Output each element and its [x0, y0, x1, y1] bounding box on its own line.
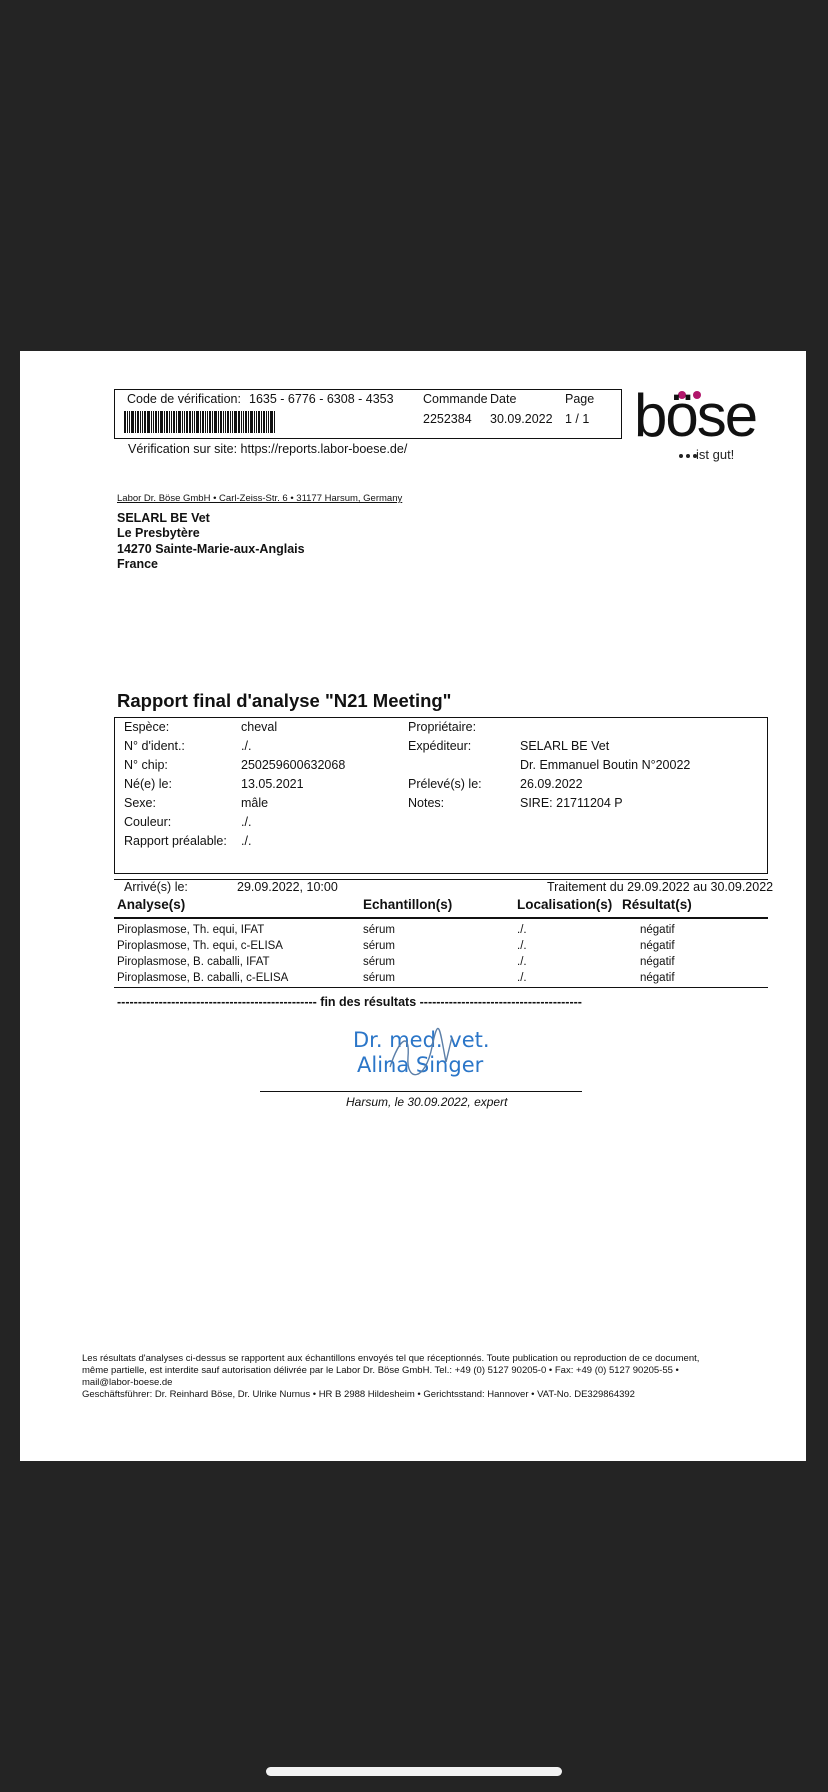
barcode-bar	[196, 411, 199, 433]
info-label: Propriétaire:	[408, 720, 477, 734]
header-rule	[114, 917, 768, 919]
barcode-bar	[254, 411, 255, 433]
footer-email: mail@labor-boese.de	[82, 1377, 173, 1388]
result-value: négatif	[640, 940, 675, 952]
barcode-bar	[176, 411, 177, 433]
barcode-bar	[137, 411, 139, 433]
barcode-bar	[142, 411, 143, 433]
result-echantillon: sérum	[363, 972, 395, 984]
barcode-bar	[274, 411, 275, 433]
info-value: ./.	[241, 739, 252, 753]
document-page	[20, 351, 806, 1461]
info-label: Espèce:	[124, 720, 170, 734]
info-value: Dr. Emmanuel Boutin N°20022	[520, 758, 691, 772]
result-value: négatif	[640, 972, 675, 984]
info-label: Couleur:	[124, 815, 172, 829]
home-indicator[interactable]	[266, 1767, 562, 1776]
barcode-bar	[164, 411, 165, 433]
boese-logo: böse	[634, 382, 757, 449]
sender-address: Labor Dr. Böse GmbH • Carl-Zeiss-Str. 6 • 31177 Harsum, Germany	[117, 493, 403, 504]
barcode-bar	[194, 411, 195, 433]
barcode-bar	[234, 411, 237, 433]
barcode-bar	[225, 411, 226, 433]
info-value: 13.05.2021	[241, 777, 304, 791]
barcode-bar	[192, 411, 193, 433]
barcode-bar	[250, 411, 253, 433]
info-label: Né(e) le:	[124, 777, 172, 791]
result-echantillon: sérum	[363, 924, 395, 936]
info-label: Rapport préalable:	[124, 834, 227, 848]
info-label: Notes:	[408, 796, 445, 810]
page-value: 1 / 1	[565, 412, 590, 426]
col-header-resultat: Résultat(s)	[622, 897, 692, 912]
barcode-bar	[124, 411, 126, 433]
barcode	[124, 411, 310, 433]
recipient-line: France	[117, 557, 158, 571]
result-echantillon: sérum	[363, 956, 395, 968]
arrival-value: 29.09.2022, 10:00	[237, 880, 338, 894]
barcode-bar	[189, 411, 191, 433]
barcode-bar	[158, 411, 159, 433]
info-value: ./.	[241, 815, 252, 829]
info-value: mâle	[241, 796, 269, 810]
logo-tagline: ist gut!	[696, 447, 735, 462]
barcode-bar	[205, 411, 206, 433]
barcode-bar	[245, 411, 247, 433]
barcode-bar	[171, 411, 172, 433]
result-localisation: ./.	[517, 972, 527, 984]
barcode-bar	[173, 411, 175, 433]
barcode-bar	[207, 411, 208, 433]
barcode-bar	[166, 411, 168, 433]
info-value: ./.	[241, 834, 252, 848]
result-echantillon: sérum	[363, 940, 395, 952]
barcode-bar	[263, 411, 265, 433]
arrival-label: Arrivé(s) le:	[124, 880, 188, 894]
date-value: 30.09.2022	[490, 412, 553, 426]
recipient-line: Le Presbytère	[117, 526, 200, 540]
barcode-bar	[256, 411, 257, 433]
barcode-bar	[202, 411, 204, 433]
barcode-bar	[129, 411, 130, 433]
barcode-bar	[151, 411, 152, 433]
result-localisation: ./.	[517, 940, 527, 952]
barcode-bar	[270, 411, 273, 433]
info-label: N° d'ident.:	[124, 739, 185, 753]
barcode-bar	[131, 411, 134, 433]
result-localisation: ./.	[517, 956, 527, 968]
barcode-bar	[182, 411, 183, 433]
footer-line: Geschäftsführer: Dr. Reinhard Böse, Dr. Ulrike Nurnus • HR B 2988 Hildesheim • Gerichtsstand: Hannover • VAT-No. DE329864392	[82, 1389, 635, 1400]
verification-label: Code de vérification:	[127, 392, 241, 406]
info-label: Prélevé(s) le:	[408, 777, 482, 791]
barcode-bar	[184, 411, 185, 433]
info-value: 26.09.2022	[520, 777, 583, 791]
result-analyse: Piroplasmose, B. caballi, IFAT	[117, 956, 270, 968]
barcode-bar	[186, 411, 188, 433]
barcode-bar	[232, 411, 233, 433]
treatment-period: Traitement du 29.09.2022 au 30.09.2022	[547, 880, 774, 894]
info-value: SIRE: 21711204 P	[520, 796, 623, 810]
barcode-bar	[218, 411, 219, 433]
barcode-bar	[227, 411, 229, 433]
barcode-bar	[243, 411, 244, 433]
barcode-bar	[200, 411, 201, 433]
barcode-bar	[212, 411, 213, 433]
barcode-bar	[153, 411, 154, 433]
barcode-bar	[230, 411, 231, 433]
result-value: négatif	[640, 924, 675, 936]
barcode-bar	[258, 411, 260, 433]
barcode-bar	[127, 411, 128, 433]
barcode-bar	[178, 411, 181, 433]
report-title: Rapport final d'analyse "N21 Meeting"	[117, 690, 452, 711]
barcode-bar	[169, 411, 170, 433]
barcode-bar	[223, 411, 224, 433]
footer-line: Les résultats d'analyses ci-dessus se rapportent aux échantillons envoyés tel que réceptionnés. Toute publication ou reproduction de ce document,	[82, 1353, 700, 1364]
barcode-bar	[241, 411, 242, 433]
barcode-bar	[160, 411, 163, 433]
signature-stamp-line1: Dr. med. vet.	[353, 1028, 490, 1052]
date-label: Date	[490, 392, 517, 406]
end-of-results: ------------------------------------------------ fin des résultats ---------------------------------------	[117, 995, 582, 1009]
barcode-bar	[214, 411, 217, 433]
barcode-bar	[268, 411, 269, 433]
verification-code: 1635 - 6776 - 6308 - 4353	[249, 392, 394, 406]
info-value: 250259600632068	[241, 758, 346, 772]
result-analyse: Piroplasmose, B. caballi, c-ELISA	[117, 972, 289, 984]
col-header-echantillon: Echantillon(s)	[363, 897, 453, 912]
barcode-bar	[144, 411, 146, 433]
results-bottom-rule	[114, 987, 768, 988]
barcode-bar	[266, 411, 267, 433]
barcode-bar	[155, 411, 157, 433]
info-label: N° chip:	[124, 758, 168, 772]
info-label: Expéditeur:	[408, 739, 472, 753]
signature-rule	[260, 1091, 582, 1092]
barcode-bar	[220, 411, 222, 433]
barcode-bar	[238, 411, 240, 433]
page-label: Page	[565, 392, 595, 406]
recipient-line: 14270 Sainte-Marie-aux-Anglais	[117, 542, 305, 556]
barcode-bar	[261, 411, 262, 433]
barcode-bar	[135, 411, 136, 433]
handwritten-signature	[380, 1027, 470, 1087]
recipient-line: SELARL BE Vet	[117, 511, 210, 525]
col-header-analyse: Analyse(s)	[117, 897, 186, 912]
col-header-localisation: Localisation(s)	[517, 897, 613, 912]
tag-dot	[679, 454, 683, 458]
result-localisation: ./.	[517, 924, 527, 936]
commande-value: 2252384	[423, 412, 472, 426]
result-value: négatif	[640, 956, 675, 968]
info-value: SELARL BE Vet	[520, 739, 610, 753]
info-label: Sexe:	[124, 796, 156, 810]
result-analyse: Piroplasmose, Th. equi, c-ELISA	[117, 940, 283, 952]
info-value: cheval	[241, 720, 278, 734]
commande-label: Commande	[423, 392, 488, 406]
verification-site: Vérification sur site: https://reports.labor-boese.de/	[128, 442, 408, 456]
result-analyse: Piroplasmose, Th. equi, IFAT	[117, 924, 265, 936]
tag-dot	[686, 454, 690, 458]
barcode-bar	[147, 411, 150, 433]
signature-stamp-line2: Alina Singer	[357, 1053, 484, 1077]
footer-line: même partielle, est interdite sauf autorisation délivrée par le Labor Dr. Böse GmbH. Tel.: +49 (0) 5127 90205-0 • Fax: +49 (0) 5127 90205-55 •	[82, 1365, 679, 1376]
barcode-bar	[248, 411, 249, 433]
signature-caption: Harsum, le 30.09.2022, expert	[346, 1095, 508, 1109]
barcode-bar	[209, 411, 211, 433]
barcode-bar	[140, 411, 141, 433]
